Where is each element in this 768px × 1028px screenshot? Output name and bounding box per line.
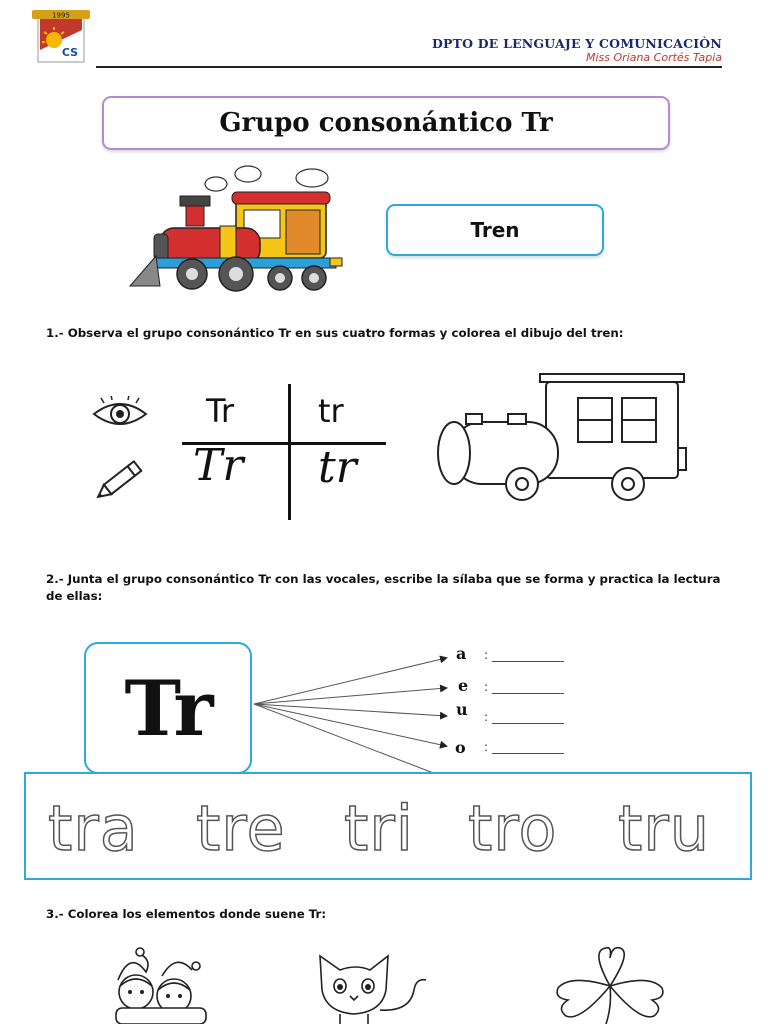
consonant-group-card [84, 642, 252, 774]
word-label: Tren [470, 218, 520, 242]
syllable-tracing-box [24, 772, 752, 880]
trace-syllable-tru: tru [618, 792, 711, 865]
kids-winter-illustration [100, 946, 220, 1024]
blank-o[interactable]: : ____________ [484, 740, 564, 754]
arrow-to-a [254, 658, 446, 704]
grid-vertical-line [288, 384, 291, 520]
pencil-icon [92, 456, 150, 506]
instruction-3: 3.- Colorea los elementos donde suene Tr: [46, 907, 327, 921]
blank-e[interactable]: : ____________ [484, 680, 564, 694]
blank-u[interactable]: : ____________ [484, 710, 564, 724]
eye-icon [90, 396, 150, 436]
clover-illustration [550, 944, 670, 1024]
train-outline-illustration [432, 370, 692, 510]
vowel-u: u [456, 700, 468, 719]
vowel-o: o [455, 738, 466, 757]
page-title: Grupo consonántico Tr [219, 108, 553, 138]
trace-syllable-tre: tre [196, 792, 286, 865]
vowel-e: e [458, 676, 469, 695]
blank-a[interactable]: : ____________ [484, 648, 564, 662]
title-box [102, 96, 670, 150]
vowel-a: a [456, 644, 467, 663]
word-box [386, 204, 604, 256]
arrow-to-hidden [254, 704, 436, 774]
cursive-lowercase-tr: tr [318, 442, 357, 493]
header-divider [96, 66, 722, 68]
instruction-1: 1.- Observa el grupo consonántico Tr en sus cuatro formas y colorea el dibujo del tren: [46, 326, 624, 340]
print-lowercase-tr: tr [318, 392, 344, 430]
train-color-illustration [120, 160, 360, 296]
cursive-uppercase-tr: Tr [193, 440, 244, 491]
trace-syllable-tro: tro [468, 792, 558, 865]
consonant-group-label: Tr [124, 663, 212, 753]
instruction-2: 2.- Junta el grupo consonántico Tr con las vocales, escribe la sílaba que se forma y practica la lectura de ellas: [46, 572, 721, 603]
department-name: DPTO DE LENGUAJE Y COMUNICACIÒN [431, 36, 722, 51]
school-logo [32, 10, 90, 66]
logo-year: 1995 [52, 11, 70, 20]
cat-illustration [310, 950, 430, 1024]
connecting-arrows [250, 640, 460, 780]
trace-syllable-tri: tri [344, 792, 415, 865]
print-uppercase-tr: Tr [206, 392, 234, 430]
teacher-name: Miss Oriana Cortés Tapia [585, 51, 722, 64]
logo-initials: CS [61, 46, 79, 59]
arrow-to-e [254, 688, 446, 704]
trace-syllable-tra: tra [48, 792, 139, 865]
